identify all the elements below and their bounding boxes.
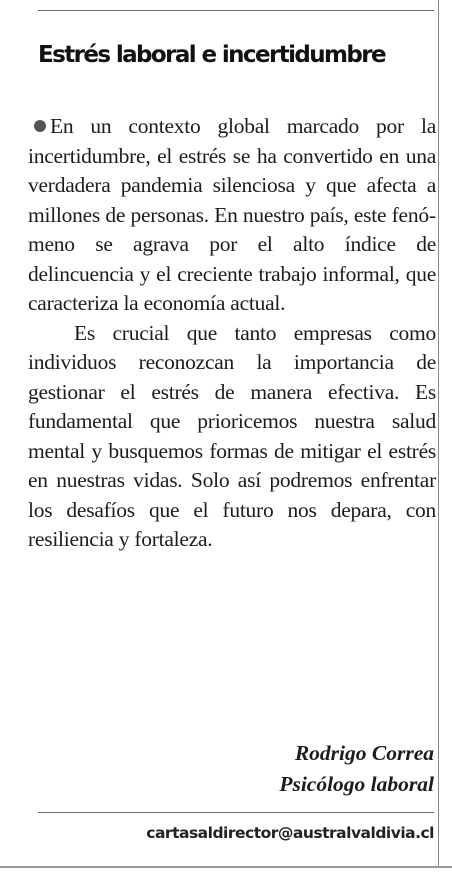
top-divider — [38, 10, 434, 11]
letter-headline: Estrés laboral e incertidumbre — [38, 42, 385, 68]
email-divider — [38, 812, 434, 813]
letter-paragraph-2: Es crucial que tanto empresas como individuos reconozcan la importancia de gestionar el estrés de manera efectiva. Es fundamental que prioricemos nuestra salud mental y busquemos formas de mitigar el estrés en nuestras vidas. Solo así podremos enfrentar los desafíos que el futuro nos depara, con resiliencia y fortaleza. — [28, 320, 436, 551]
contact-email: cartasaldirector@australvaldivia.cl — [146, 824, 434, 842]
letter-signature — [279, 738, 434, 800]
author-title: Psicólogo laboral — [279, 772, 434, 796]
letter-body — [28, 112, 436, 555]
author-name: Rodrigo Correa — [294, 741, 434, 765]
letter-paragraph-1 — [28, 112, 436, 319]
bullet-dot-icon — [34, 120, 46, 132]
column-divider — [438, 0, 439, 866]
paragraph-1-text: En un contexto global marcado por la incertidumbre, el estrés se ha convertido en una verdadera pandemia silenciosa y que afecta a millones de personas. En nuestro país, este fenómeno se agrava por el alto índice de delincuencia y el creciente trabajo informal, que caracteriza la economía actual. — [28, 114, 436, 315]
bottom-divider — [0, 866, 452, 868]
